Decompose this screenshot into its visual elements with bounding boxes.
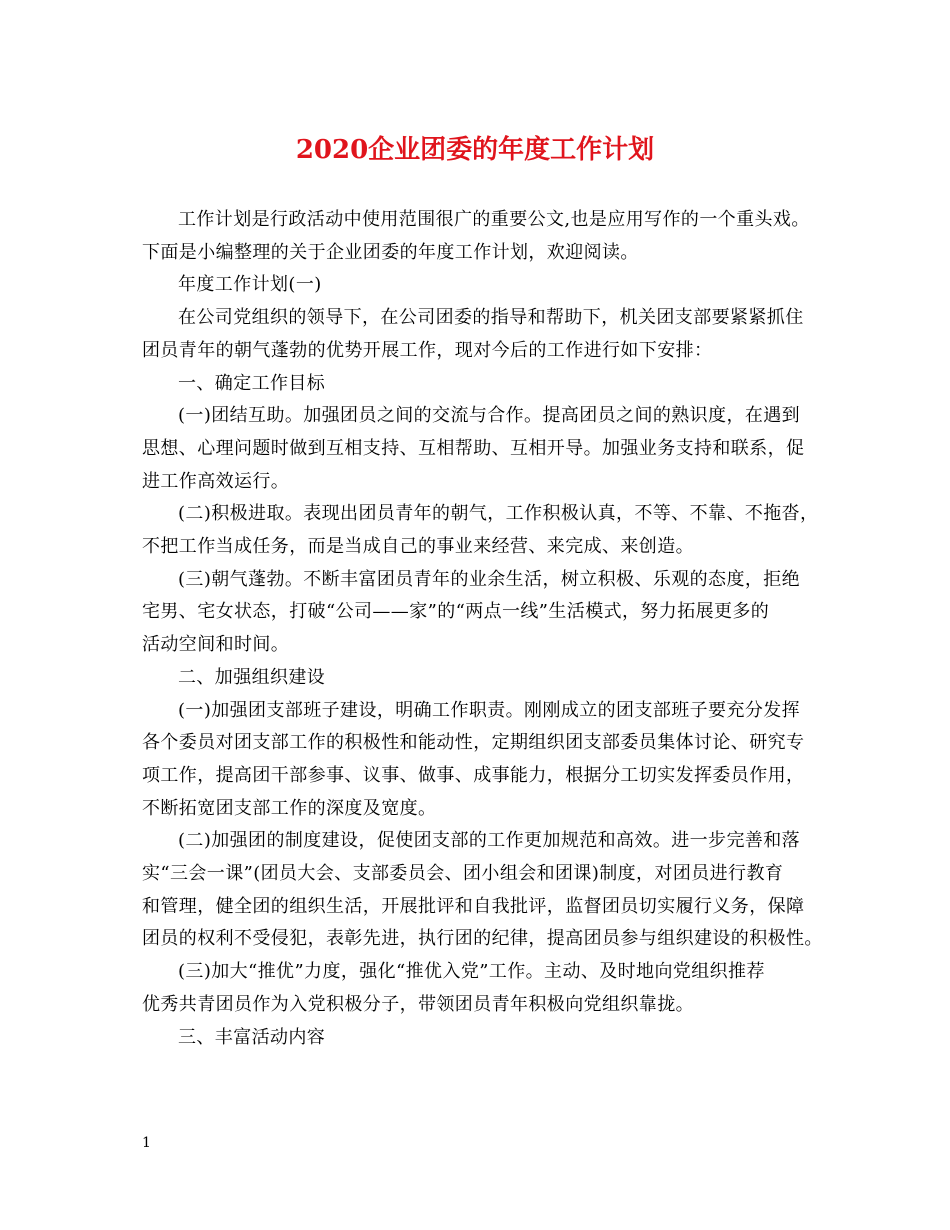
body-line: (二)加强团的制度建设，促使团支部的工作更加规范和高效。进一步完善和落 xyxy=(178,830,801,852)
body-line: 年度工作计划(一) xyxy=(178,274,322,296)
body-line: 团员的权利不受侵犯，表彰先进，执行团的纪律，提高团员参与组织建设的积极性。 xyxy=(142,928,823,950)
body-line: 和管理，健全团的组织生活，开展批评和自我批评，监督团员切实履行义务，保障 xyxy=(142,895,805,917)
body-line: 下面是小编整理的关于企业团委的年度工作计划，欢迎阅读。 xyxy=(142,241,639,263)
body-line: 实“三会一课”(团员大会、支部委员会、团小组会和团课)制度，对团员进行教育 xyxy=(142,863,784,884)
body-line: (二)积极进取。表现出团员青年的朝气，工作积极认真，不等、不靠、不拖沓， xyxy=(178,503,819,525)
body-line: 进工作高效运行。 xyxy=(142,470,290,492)
body-line: 工作计划是行政活动中使用范围很广的重要公文,也是应用写作的一个重头戏。 xyxy=(178,209,810,230)
body-line: 在公司党组织的领导下，在公司团委的指导和帮助下，机关团支部要紧紧抓住 xyxy=(178,307,804,329)
document-title: 2020企业团委的年度工作计划 xyxy=(295,135,655,165)
body-line: 项工作，提高团干部参事、议事、做事、成事能力，根据分工切实发挥委员作用， xyxy=(142,764,805,786)
body-line: 不把工作当成任务，而是当成自己的事业来经营、来完成、来创造。 xyxy=(142,536,694,557)
body-line: 宅男、宅女状态，打破“公司——家”的“两点一线”生活模式，努力拓展更多的 xyxy=(142,601,770,623)
body-line: (三)加大“推优”力度，强化“推优入党”工作。主动、及时地向党组织推荐 xyxy=(178,961,765,983)
body-line: 思想、心理问题时做到互相支持、互相帮助、互相开导。加强业务支持和联系，促 xyxy=(142,437,805,459)
page-number: 1 xyxy=(142,1135,151,1151)
body-line: 活动空间和时间。 xyxy=(142,634,290,656)
body-line: (三)朝气蓬勃。不断丰富团员青年的业余生活，树立积极、乐观的态度，拒绝 xyxy=(178,568,801,590)
body-line: (一)团结互助。加强团员之间的交流与合作。提高团员之间的熟识度，在遇到 xyxy=(178,405,801,427)
section-heading: 一、确定工作目标 xyxy=(178,372,326,394)
body-line: 优秀共青团员作为入党积极分子，带领团员青年积极向党组织靠拢。 xyxy=(142,993,694,1015)
body-line: (一)加强团支部班子建设，明确工作职责。刚刚成立的团支部班子要充分发挥 xyxy=(178,699,801,721)
section-heading: 三、丰富活动内容 xyxy=(178,1026,326,1048)
body-line: 各个委员对团支部工作的积极性和能动性，定期组织团支部委员集体讨论、研究专 xyxy=(142,732,805,754)
body-line: 不断拓宽团支部工作的深度及宽度。 xyxy=(142,797,437,819)
section-heading: 二、加强组织建设 xyxy=(178,666,326,688)
body-line: 团员青年的朝气蓬勃的优势开展工作，现对今后的工作进行如下安排： xyxy=(142,339,713,361)
